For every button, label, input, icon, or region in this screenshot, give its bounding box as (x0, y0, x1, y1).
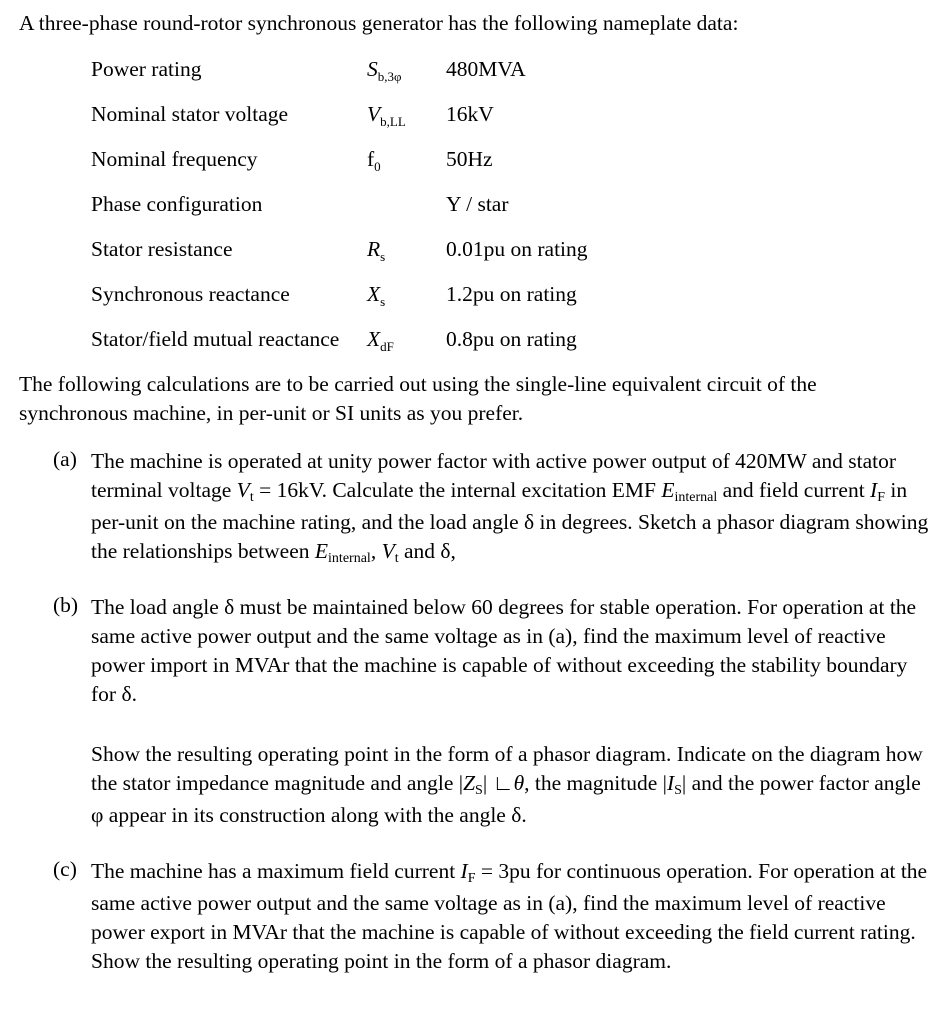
row-name: Phase configuration (91, 192, 263, 216)
row-value: 50Hz (446, 147, 493, 171)
row-symbol: $S_{b,3\varphi}$ (367, 57, 402, 84)
row-value: 0.8pu on rating (446, 327, 577, 351)
row-value: 0.01pu on rating (446, 237, 588, 261)
row-name: Nominal stator voltage (91, 102, 289, 126)
row-name: Nominal frequency (91, 147, 258, 171)
row-symbol: $R_s$ (367, 237, 386, 264)
part-a-text: The machine is operated at unity power factor with active power output of 420MW and stator terminal voltage Vt = 16kV. Calculate the internal excitation EMF Einternal and field current IF in per-unit on the machine rating, and the load angle δ in degrees. Sketch a phasor diagram showing the relationships between Einternal, Vt and δ, (91, 449, 929, 566)
instructions-paragraph: The following calculations are to be carried out using the single-line equivalent circuit of the synchronous machine, in per-unit or SI units as you prefer. (19, 372, 817, 425)
intro-text: A three-phase round-rotor synchronous generator has the following nameplate data: (19, 11, 739, 35)
row-name: Power rating (91, 57, 202, 81)
part-a-label: (a) (53, 447, 77, 471)
row-name: Stator resistance (91, 237, 233, 261)
part-b-text: The load angle δ must be maintained below 60 degrees for stable operation. For operation at the same active power output and the same voltage as in (a), find the maximum level of reactive power import in MVAr that the machine is capable of without exceeding the stability boundary for δ. (91, 595, 917, 706)
row-symbol: $f_0$ (367, 147, 381, 174)
row-symbol: $X_{dF}$ (367, 327, 394, 354)
row-symbol: $X_s$ (367, 282, 386, 309)
part-c-text: The machine has a maximum field current IF = 3pu for continuous operation. For operation at the same active power output and the same voltage as in (a), find the maximum level of reactive power export in MVAr that the machine is capable of without exceeding the field current rating. Show the resulting operating point in the form of a phasor diagram. (91, 859, 928, 973)
row-value: 16kV (446, 102, 494, 126)
row-name: Synchronous reactance (91, 282, 290, 306)
row-value: 1.2pu on rating (446, 282, 577, 306)
part-c-label: (c) (53, 857, 77, 881)
row-value: 480MVA (446, 57, 526, 81)
part-b-label: (b) (53, 593, 79, 617)
row-value: Y / star (446, 192, 509, 216)
part-b-text-2: Show the resulting operating point in the form of a phasor diagram. Indicate on the diagram how the stator impedance magnitude and angle |ZS| ∟θ, the magnitude |IS| and the power factor angle φ appear in its construction along with the angle δ. (91, 742, 923, 827)
row-name: Stator/field mutual reactance (91, 327, 340, 351)
row-symbol: $V_{b,LL}$ (367, 102, 406, 129)
